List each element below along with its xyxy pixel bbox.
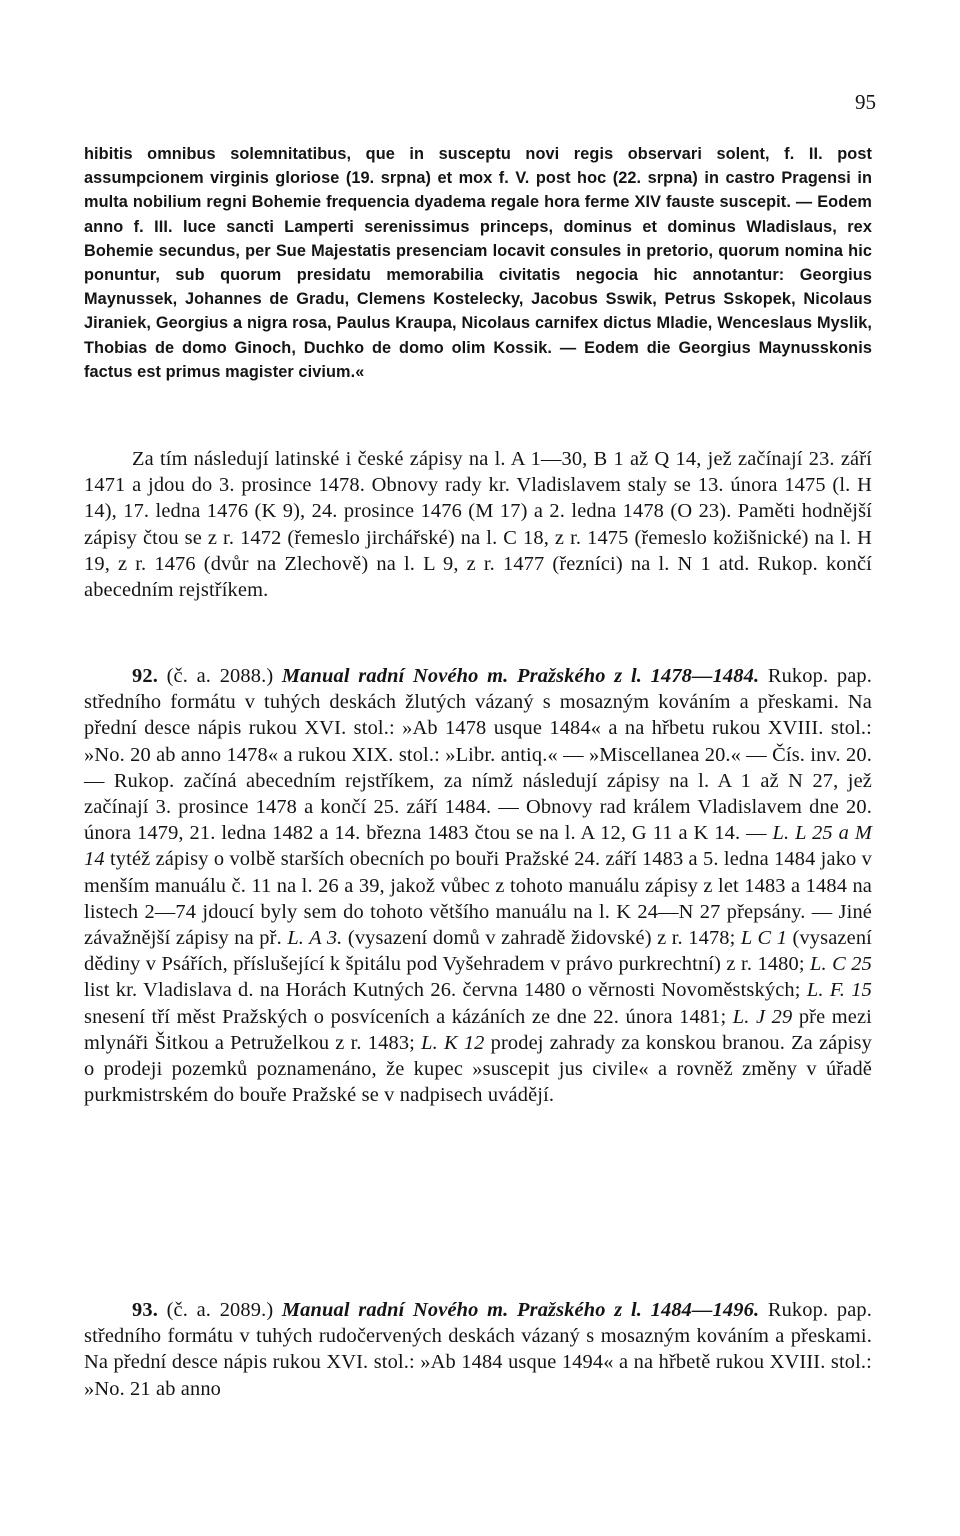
entry-92-ref-f: L. F. 15 — [806, 979, 872, 1002]
entry-92-ref-h: L. K 12 — [421, 1031, 485, 1054]
entry-92-text-a: Rukop. pap. středního formátu v tuhých deskách žlutých vázaný s mosazným kováním a přeskami. Na přední desce nápis rukou XVI. stol.: »Ab 1478 usque 1484« a na hřbetu rukou XVIII. stol.: »No. 20 ab anno 1478« a rukou XIX. stol.: »Libr. antiq.« — »Miscellanea 20.« — Čís. inv. 20. — Rukop. začíná abecedním rejstříkem, za nímž následují zápisy na l. A 1 až N 27, jež začínají 3. prosince 1478 a končí 25. září 1484. — Obnovy rad králem Vladislavem dne 20. února 1479, 21. ledna 1482 a 14. března 1483 čtou se na l. A 12, G 11 a K 14. — — [84, 665, 872, 845]
entry-92-text-b: tytéž zápisy o volbě starších obecních po bouři Pražské 24. září 1483 a 5. ledna 1484 jako v menším manuálu č. 11 na l. 26 a 39, jakož vůbec z tohoto manuálu zápisy z let 1483 a 1484 na listech 2—74 jdoucí byly sem do tohoto většího manuálu na l. K 24—N 27 přepsány. — Jiné závažnější zápisy na př. — [84, 848, 872, 950]
entry-93-paragraph — [84, 1297, 872, 1402]
entry-92-text-e: list kr. Vladislava d. na Horách Kutných 26. června 1480 o věrnosti Novoměstských; — [84, 979, 807, 1002]
entry-92-text-c: (vysazení domů v zahradě židovské) z r. 1478; — [342, 927, 741, 950]
entry-92-ref-g: L. J 29 — [732, 1005, 793, 1028]
entry-92-ref-d: L C 1 — [740, 927, 788, 950]
intro-paragraph: Za tím následují latinské i české zápisy na l. A 1—30, B 1 až Q 14, jež začínají 23. září 1471 a jdou do 3. prosince 1478. Obnovy rady kr. Vladislavem staly se 13. února 1475 (l. H 14), 17. ledna 1476 (K 9), 24. prosince 1476 (M 17) a 2. ledna 1478 (O 23). Paměti hodnější zápisy čtou se z r. 1472 (řemeslo jirchářské) na l. C 18, z r. 1475 (řemeslo kožišnické) na l. H 19, z r. 1476 (dvůr na Zlechově) na l. L 9, z r. 1477 (řezníci) na l. N 1 atd. Rukop. končí abecedním rejstříkem. — [84, 448, 872, 602]
entry-92-ref: (č. a. 2088.) — [157, 665, 282, 687]
entry-92-ref-b: L. L 25 a M 14 — [84, 822, 872, 871]
latin-quotation-paragraph: hibitis omnibus solemnitatibus, que in susceptu novi regis observari solent, f. II. post assumpcionem virginis gloriose (19. srpna) et mox f. V. post hoc (22. srpna) in castro Pragensi in multa nobilium regni Bohemie frequencia dyadema regale hora ferme XIV fauste suscepit. — Eodem anno f. III. luce sancti Lamperti serenissimus princeps, dominus et dominus Wladislaus, rex Bohemie secundus, per Sue Majestatis presenciam locavit consules in pretorio, quorum nomina hic ponuntur, sub quorum presidatu memorabilia civitatis negocia hic annotantur: Georgius Maynussek, Johannes de Gradu, Clemens Kostelecky, Jacobus Sswik, Petrus Sskopek, Nicolaus Jiraniek, Georgius a nigra rosa, Paulus Kraupa, Nicolaus carnifex dictus Mladie, Wenceslaus Myslik, Thobias de domo Ginoch, Duchko de domo olim Kossik. — Eodem die Georgius Maynusskonis factus est primus magister civium.« — [84, 145, 872, 381]
entry-93-text: Rukop. pap. středního formátu v tuhých rudočervených deskách vázaný s mosazným kováním a přeskami. Na přední desce nápis rukou XVI. stol.: »Ab 1484 usque 1494« a na hřbetě rukou XVIII. stol.: »No. 21 ab anno — [84, 1299, 872, 1400]
entry-92-ref-c: L. A 3. — [287, 927, 343, 950]
entry-93-title: Manual radní Nového m. Pražského z l. 1484—1496. — [281, 1299, 760, 1321]
entry-92-text-f: snesení tří měst Pražských o posvíceních a kázáních ze dne 22. února 1481; — [84, 1005, 733, 1028]
entry-92-number: 92. — [132, 665, 158, 687]
entry-92-paragraph — [84, 663, 872, 1108]
entry-92-text-g: pře mezi mlynáři Šitkou a Petruželkou z r. 1483; — [84, 1005, 872, 1054]
page-number: 95 — [855, 90, 876, 114]
entry-92-text-h: prodej zahrady za konskou branou. Za zápisy o prodeji pozemků poznamenáno, že kupec »suscepit jus civile« a rovněž změny v úřadě purkmistrském do bouře Pražské se v nadpisech uvádějí. — [84, 1031, 872, 1107]
entry-93-ref: (č. a. 2089.) — [157, 1299, 282, 1321]
entry-92-text-d: (vysazení dědiny v Psářích, příslušející k špitálu pod Vyšehradem v právo purkrechtní) z r. 1480; — [84, 927, 872, 976]
entry-92-ref-e: L. C 25 — [810, 953, 872, 976]
entry-92-title: Manual radní Nového m. Pražského z l. 1478—1484. — [281, 665, 760, 687]
entry-93-number: 93. — [132, 1299, 158, 1321]
